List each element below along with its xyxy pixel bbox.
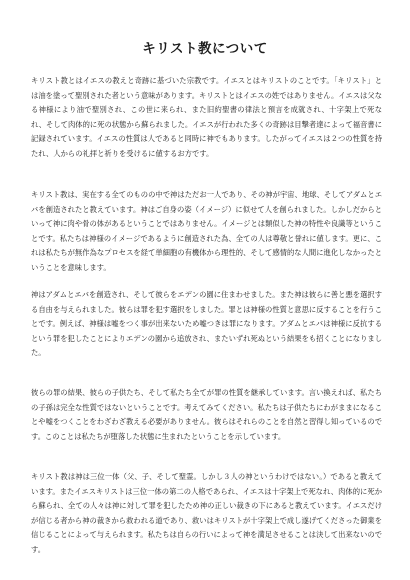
paragraph-trinity: キリスト教は神は三位一体（父、子、そして聖霊。しかし３人の神というわけではない。）であると教えています。またイエスキリストは三位一体の第二の人格であられ、イエスは十字架上で死なれ、肉体的に死から蘇られ、全ての人々は神に対して罪を犯したため神の正しい裁きの下にあると教えています。イエスだけが信じる者から神の裁きから救われる道であり、救いはキリストが十字架上で成し遂げてくださった御業を信じることによって与えられます。私たちは自らの行いによって神を満足させることは決して出来ないのです。	[31, 472, 382, 554]
paragraph-intro: キリスト教とはイエスの教えと奇跡に基づいた宗教です。イエスとはキリストのことです。「キリスト」とは油を塗って聖別された者という意味があります。キリストとはイエスの姓ではありません。イエスは父なる神様により油で聖別され、この世に来られ、また旧約聖書の律法と預言を成就され、十字架上で死なれ、そして肉体的に死の状態から蘇られました。イエスが行われた多くの奇跡は目撃者達によって福音書に記録されています。イエスの性質は人であると同時に神でもあります。したがってイエスは２つの性質を持たれ、人からの礼拝と祈りを受けるに値するお方です。	[31, 76, 382, 158]
paragraph-creation: キリスト教は、実在する全てのものの中で神はただお一人であり、その神が宇宙、地球、そしてアダムとエバを創造されたと教えています。神はご自身の姿（イメージ）に似せて人を創られました。しかしだからといって神に肉や骨の体があるということではありません。イメージとは類似した神の特性や良識等ということです。私たちは神様のイメージであるように創造された為、全ての人は尊敬と誉れに値します。更に、これは私たちが無作為なプロセスを経て単細胞の有機体から理性的、そして感情的な人間に進化しなかったということを意味します。	[31, 190, 382, 272]
paragraph-sin-nature: 彼らの罪の結果、彼らの子供たち、そして私たち全てが罪の性質を継承しています。言い換えれば、私たちの子孫は完全な性質ではないということです。考えてみてください。私たちは子供たちにわがままになることや嘘をつくことをわざわざ教える必要がありません。彼らはそれらのことを自然と習得し知っているのです。このことは私たちが堕落した状態に生まれたということを示しています。	[31, 388, 382, 441]
paragraph-eden: 神はアダムとエバを創造され、そして彼らをエデンの園に住まわせました。また神は彼らに善と悪を選択する自由を与えられました。彼らは罪を犯す選択をしました。罪とは神様の性質と意思に反することを行うことです。例えば、神様は嘘をつく事が出来ないため嘘つきは罪になります。アダムとエバは神様に反抗するという罪を犯したことによりエデンの園から追放され、またいずれ死ぬという結果をも招くことになりました。	[31, 290, 382, 358]
document-title: キリスト教について	[142, 41, 268, 57]
